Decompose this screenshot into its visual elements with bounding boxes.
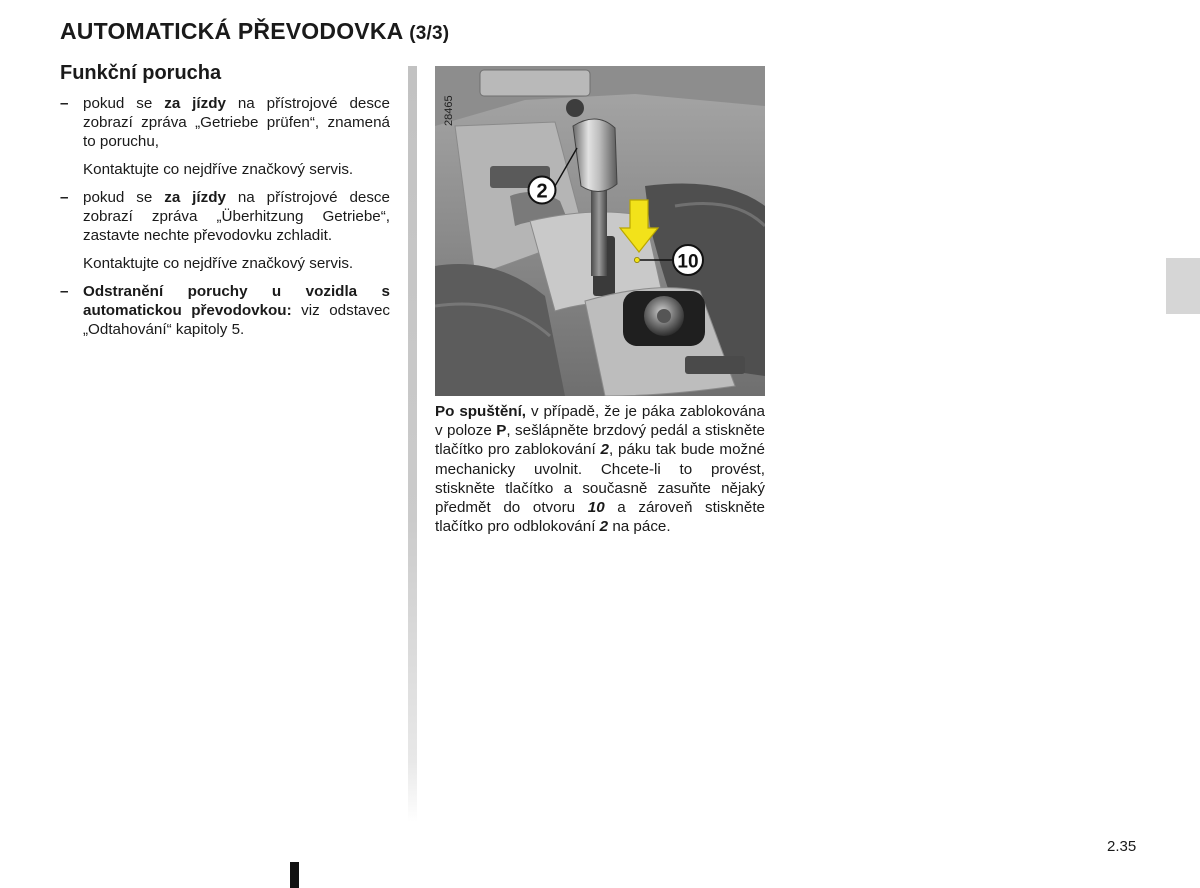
callout-10-label: 10 xyxy=(677,251,699,273)
instr-ref: 2 xyxy=(599,518,609,536)
list-item-text xyxy=(83,282,390,339)
instr-bold: P xyxy=(496,422,507,440)
instr-text: , páku tak bude možné mechanicky uvolnit. Chcete-li to provést, stiskněte tlačítko a současně zasuňte nějaký předmět do otvoru xyxy=(435,441,766,517)
lever-shaft xyxy=(591,186,607,276)
item-text-bold: za jízdy xyxy=(164,95,226,112)
instr-ref: 2 xyxy=(600,441,609,459)
instr-ref: 10 xyxy=(587,499,605,517)
figure-reference-text: 28465 xyxy=(443,95,455,126)
left-column xyxy=(60,94,390,339)
controller-center xyxy=(657,309,671,323)
page-title xyxy=(60,18,449,45)
list-item xyxy=(60,282,390,339)
instr-text: , sešlápněte brzdový pedál a stiskněte tlačítko pro zablokování xyxy=(435,422,765,459)
callout-2-label: 2 xyxy=(536,180,548,203)
page-title-text: AUTOMATICKÁ PŘEVODOVKA xyxy=(60,18,403,44)
gear-lever-illustration xyxy=(435,66,765,396)
list-item xyxy=(60,94,390,151)
unlock-instructions xyxy=(435,402,765,536)
item-text-pre: pokud se xyxy=(83,189,165,206)
instr-text: v případě, že je páka zablokována v poloze xyxy=(435,403,766,440)
instr-text: na páce. xyxy=(608,518,671,536)
list-dash: – xyxy=(60,189,69,206)
unlock-hole-marker xyxy=(634,257,639,262)
dash-knob xyxy=(566,99,584,117)
page-number: 2.35 xyxy=(1107,838,1137,855)
list-dash: – xyxy=(60,283,69,300)
list-item xyxy=(60,188,390,245)
radio-panel xyxy=(480,70,590,96)
item-text-post: na přístrojové desce zobrazí zpráva „Getriebe prüfen“, znamená to poruchu, xyxy=(83,95,390,150)
instr-bold: Po spuštění, xyxy=(435,403,527,420)
section-heading: Funkční porucha xyxy=(60,62,222,84)
item-text-post: na přístrojové desce zobrazí zpráva „Überhitzung Getriebe“, zastavte nechte převodovku zchladit. xyxy=(83,189,390,244)
page-title-suffix: (3/3) xyxy=(409,23,450,44)
service-note: Kontaktujte co nejdříve značkový servis. xyxy=(83,255,354,272)
item-text-pre: pokud se xyxy=(83,95,165,112)
print-mark xyxy=(290,862,299,888)
instr-text: a zároveň stiskněte tlačítko pro odblokování xyxy=(435,499,765,536)
item-text-bold: Odstranění poruchy u vozidla s automatickou převodovkou: xyxy=(83,283,390,319)
list-dash: – xyxy=(60,95,69,112)
console-button xyxy=(685,356,745,374)
item-text-post: viz odstavec „Odtahování“ kapitoly 5. xyxy=(83,302,390,338)
item-text-bold: za jízdy xyxy=(164,189,226,206)
console-drawing xyxy=(435,66,765,396)
chapter-tab xyxy=(1166,258,1200,314)
list-item-text xyxy=(83,188,390,245)
list-item-text xyxy=(83,94,390,151)
service-note: Kontaktujte co nejdříve značkový servis. xyxy=(83,161,354,178)
column-divider xyxy=(408,66,417,822)
